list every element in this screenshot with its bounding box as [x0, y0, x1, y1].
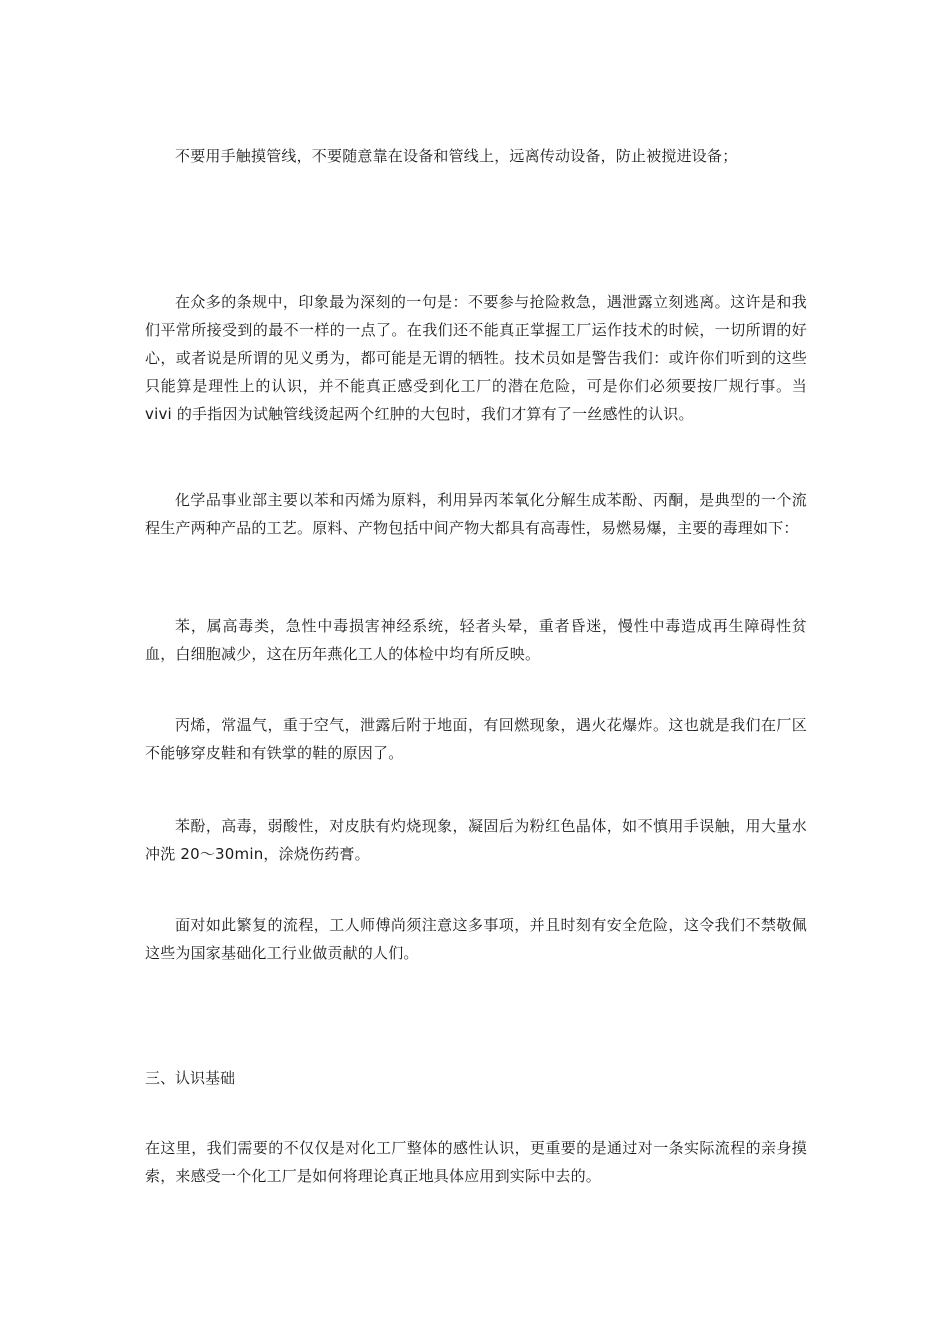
paragraph-respect: 面对如此繁复的流程，工人师傅尚须注意这多事项，并且时刻有安全危险，这令我们不禁敬佩这些为国家基础化工行业做贡献的人们。	[145, 916, 807, 962]
paragraph-safety-rule: 不要用手触摸管线，不要随意靠在设备和管线上，远离传动设备，防止被搅进设备；	[175, 147, 738, 165]
paragraph-chemical-division: 化学品事业部主要以苯和丙烯为原料，利用异丙苯氧化分解生成苯酚、丙酮，是典型的一个流程生产两种产品的工艺。原料、产物包括中间产物大都具有高毒性，易燃易爆，主要的毒理如下：	[145, 491, 807, 537]
section-heading: 三、认识基础	[145, 1069, 236, 1087]
paragraph-impression: 在众多的条规中，印象最为深刻的一句是：不要参与抢险救急，遇泄露立刻逃离。这许是和我们平常所接受到的最不一样的一点了。在我们还不能真正掌握工厂运作技术的时候，一切所谓的好心，或者说是所谓的见义勇为，都可能是无谓的牺牲。技术员如是警告我们：或许你们听到的这些只能算是理性上的认识，并不能真正感受到化工厂的潜在危险，可是你们必须要按厂规行事。当 vivi 的手指因为试触管线烫起两个红肿的大包时，我们才算有了一丝感性的认识。	[145, 293, 807, 423]
paragraph-propylene: 丙烯，常温气，重于空气，泄露后附于地面，有回燃现象，遇火花爆炸。这也就是我们在厂区不能够穿皮鞋和有铁掌的鞋的原因了。	[145, 716, 807, 762]
paragraph-phenol: 苯酚，高毒，弱酸性，对皮肤有灼烧现象，凝固后为粉红色晶体，如不慎用手误触，用大量水冲洗 20～30min，涂烧伤药膏。	[145, 817, 807, 863]
paragraph-closing: 在这里，我们需要的不仅仅是对化工厂整体的感性认识，更重要的是通过对一条实际流程的亲身摸索，来感受一个化工厂是如何将理论真正地具体应用到实际中去的。	[145, 1139, 807, 1185]
paragraph-benzene: 苯，属高毒类，急性中毒损害神经系统，轻者头晕，重者昏迷，慢性中毒造成再生障碍性贫血，白细胞减少，这在历年燕化工人的体检中均有所反映。	[145, 617, 807, 663]
